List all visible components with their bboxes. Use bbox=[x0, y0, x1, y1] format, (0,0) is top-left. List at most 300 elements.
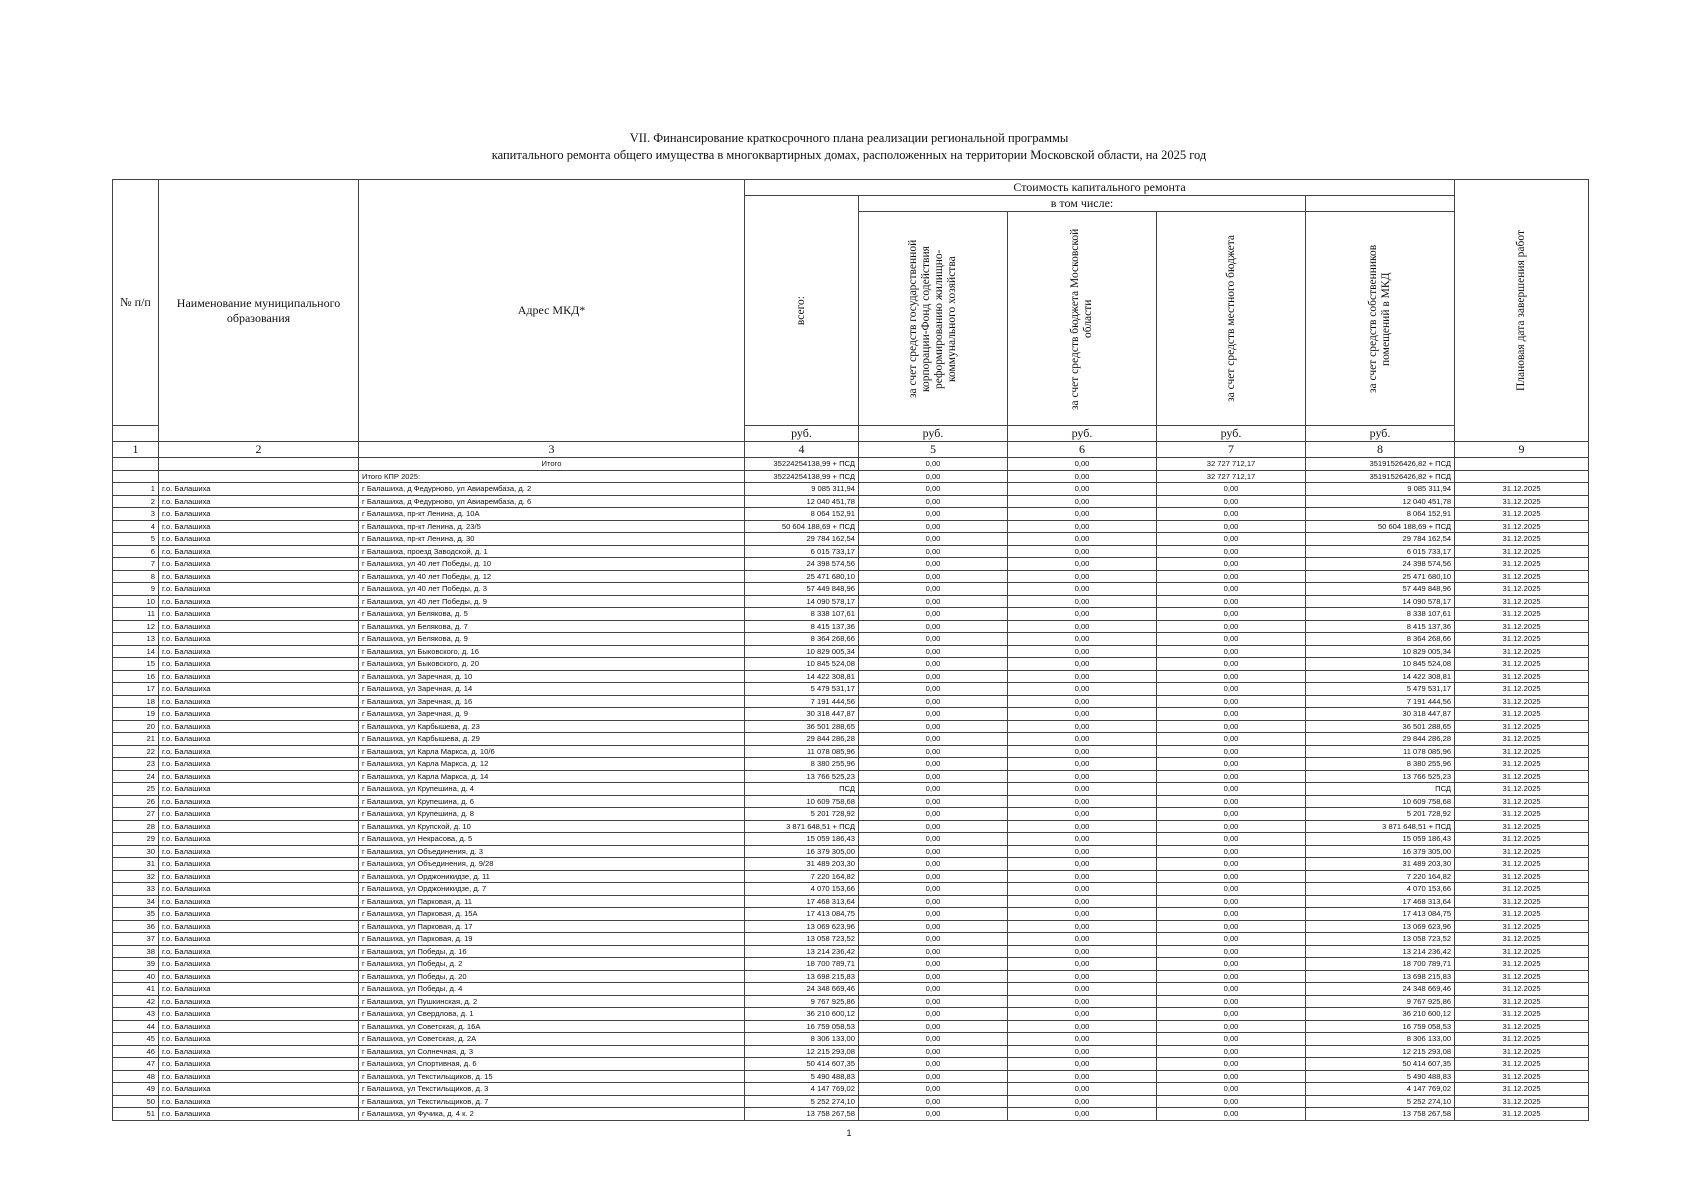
header-incl-blank bbox=[1306, 196, 1455, 212]
row-number: 18 bbox=[113, 695, 159, 708]
row-total: 7 220 164,82 bbox=[745, 870, 859, 883]
row-owners: 29 844 286,28 bbox=[1306, 733, 1455, 746]
row-fund: 0,00 bbox=[859, 483, 1008, 496]
row-local: 0,00 bbox=[1157, 845, 1306, 858]
row-address: г Балашиха, ул Советская, д. 2А bbox=[359, 1033, 745, 1046]
column-number-row bbox=[113, 442, 1589, 458]
table-row bbox=[113, 758, 1589, 771]
row-date: 31.12.2025 bbox=[1455, 608, 1589, 621]
table-row bbox=[113, 1095, 1589, 1108]
row-address: г Балашиха, д Федурново, ул Авиарембаза, д. 6 bbox=[359, 495, 745, 508]
row-number: 51 bbox=[113, 1108, 159, 1121]
table-row bbox=[113, 995, 1589, 1008]
row-date: 31.12.2025 bbox=[1455, 958, 1589, 971]
row-owners: 57 449 848,96 bbox=[1306, 583, 1455, 596]
unit-regional: руб. bbox=[1008, 426, 1157, 442]
table-row bbox=[113, 720, 1589, 733]
row-fund: 0,00 bbox=[859, 608, 1008, 621]
row-fund: 0,00 bbox=[859, 558, 1008, 571]
row-fund: 0,00 bbox=[859, 833, 1008, 846]
row-regional: 0,00 bbox=[1008, 983, 1157, 996]
row-date: 31.12.2025 bbox=[1455, 908, 1589, 921]
row-municipality: г.о. Балашиха bbox=[159, 658, 359, 671]
summary-local: 32 727 712,17 bbox=[1157, 458, 1306, 471]
row-local: 0,00 bbox=[1157, 570, 1306, 583]
row-local: 0,00 bbox=[1157, 1108, 1306, 1121]
row-local: 0,00 bbox=[1157, 820, 1306, 833]
row-number: 8 bbox=[113, 570, 159, 583]
row-total: 29 844 286,28 bbox=[745, 733, 859, 746]
row-address: г Балашиха, ул Орджоникидзе, д. 7 bbox=[359, 883, 745, 896]
row-local: 0,00 bbox=[1157, 770, 1306, 783]
row-municipality: г.о. Балашиха bbox=[159, 520, 359, 533]
table-row bbox=[113, 508, 1589, 521]
row-number: 15 bbox=[113, 658, 159, 671]
row-owners: 4 147 769,02 bbox=[1306, 1083, 1455, 1096]
summary-row bbox=[113, 470, 1589, 483]
row-total: 31 489 203,30 bbox=[745, 858, 859, 871]
row-address: г Балашиха, ул Текстильщиков, д. 15 bbox=[359, 1070, 745, 1083]
row-date: 31.12.2025 bbox=[1455, 1058, 1589, 1071]
unit-total: руб. bbox=[745, 426, 859, 442]
row-regional: 0,00 bbox=[1008, 745, 1157, 758]
summary-label: Итого bbox=[359, 458, 745, 471]
row-municipality: г.о. Балашиха bbox=[159, 570, 359, 583]
row-address: г Балашиха, ул Карла Маркса, д. 12 bbox=[359, 758, 745, 771]
row-fund: 0,00 bbox=[859, 733, 1008, 746]
row-total: 9 085 311,94 bbox=[745, 483, 859, 496]
row-total: 10 829 005,34 bbox=[745, 645, 859, 658]
row-owners: 11 078 085,96 bbox=[1306, 745, 1455, 758]
row-owners: 36 210 600,12 bbox=[1306, 1008, 1455, 1021]
row-number: 50 bbox=[113, 1095, 159, 1108]
row-total: 12 215 293,08 bbox=[745, 1045, 859, 1058]
row-address: г Балашиха, ул Победы, д. 20 bbox=[359, 970, 745, 983]
row-number: 7 bbox=[113, 558, 159, 571]
row-total: 50 414 607,35 bbox=[745, 1058, 859, 1071]
table-row bbox=[113, 820, 1589, 833]
row-local: 0,00 bbox=[1157, 1033, 1306, 1046]
row-municipality: г.о. Балашиха bbox=[159, 758, 359, 771]
header-fund: за счет средств государственной корпорации-Фонд содействия реформированию жилищно-коммунального хозяйства bbox=[907, 239, 958, 398]
row-total: 11 078 085,96 bbox=[745, 745, 859, 758]
summary-regional: 0,00 bbox=[1008, 458, 1157, 471]
row-date: 31.12.2025 bbox=[1455, 883, 1589, 896]
unit-local: руб. bbox=[1157, 426, 1306, 442]
row-owners: 13 766 525,23 bbox=[1306, 770, 1455, 783]
table-row bbox=[113, 645, 1589, 658]
row-address: г Балашиха, ул 40 лет Победы, д. 12 bbox=[359, 570, 745, 583]
row-fund: 0,00 bbox=[859, 583, 1008, 596]
row-date: 31.12.2025 bbox=[1455, 483, 1589, 496]
row-number: 2 bbox=[113, 495, 159, 508]
row-local: 0,00 bbox=[1157, 495, 1306, 508]
row-address: г Балашиха, ул Победы, д. 4 bbox=[359, 983, 745, 996]
row-address: г Балашиха, ул Заречная, д. 16 bbox=[359, 695, 745, 708]
row-date: 31.12.2025 bbox=[1455, 508, 1589, 521]
row-owners: 5 201 728,92 bbox=[1306, 808, 1455, 821]
summary-num-blank bbox=[113, 470, 159, 483]
row-total: 14 090 578,17 bbox=[745, 595, 859, 608]
row-fund: 0,00 bbox=[859, 795, 1008, 808]
row-local: 0,00 bbox=[1157, 758, 1306, 771]
row-date: 31.12.2025 bbox=[1455, 933, 1589, 946]
document-title bbox=[0, 130, 1698, 164]
row-address: г Балашиха, ул Крупешина, д. 6 bbox=[359, 795, 745, 808]
row-municipality: г.о. Балашиха bbox=[159, 958, 359, 971]
row-municipality: г.о. Балашиха bbox=[159, 633, 359, 646]
row-municipality: г.о. Балашиха bbox=[159, 708, 359, 721]
row-number: 6 bbox=[113, 545, 159, 558]
row-municipality: г.о. Балашиха bbox=[159, 933, 359, 946]
row-regional: 0,00 bbox=[1008, 570, 1157, 583]
row-fund: 0,00 bbox=[859, 845, 1008, 858]
col-number: 8 bbox=[1306, 442, 1455, 458]
row-local: 0,00 bbox=[1157, 795, 1306, 808]
header-owners-cell bbox=[1306, 212, 1455, 426]
row-municipality: г.о. Балашиха bbox=[159, 545, 359, 558]
header-regional: за счет средств бюджета Московской области bbox=[1069, 227, 1094, 410]
col-number: 2 bbox=[159, 442, 359, 458]
row-address: г Балашиха, пр-кт Ленина, д. 30 bbox=[359, 533, 745, 546]
row-regional: 0,00 bbox=[1008, 520, 1157, 533]
row-local: 0,00 bbox=[1157, 858, 1306, 871]
row-number: 36 bbox=[113, 920, 159, 933]
row-local: 0,00 bbox=[1157, 833, 1306, 846]
row-fund: 0,00 bbox=[859, 545, 1008, 558]
row-number: 10 bbox=[113, 595, 159, 608]
row-total: 6 015 733,17 bbox=[745, 545, 859, 558]
row-total: 13 058 723,52 bbox=[745, 933, 859, 946]
summary-label: Итого КПР 2025: bbox=[359, 470, 745, 483]
row-fund: 0,00 bbox=[859, 1020, 1008, 1033]
summary-fund: 0,00 bbox=[859, 458, 1008, 471]
row-municipality: г.о. Балашиха bbox=[159, 870, 359, 883]
summary-total: 35224254138,99 + ПСД bbox=[745, 470, 859, 483]
row-fund: 0,00 bbox=[859, 745, 1008, 758]
row-owners: 13 069 623,96 bbox=[1306, 920, 1455, 933]
row-address: г Балашиха, ул Победы, д. 16 bbox=[359, 945, 745, 958]
row-fund: 0,00 bbox=[859, 1058, 1008, 1071]
row-fund: 0,00 bbox=[859, 520, 1008, 533]
row-owners: 24 398 574,56 bbox=[1306, 558, 1455, 571]
row-municipality: г.о. Балашиха bbox=[159, 645, 359, 658]
table-row bbox=[113, 783, 1589, 796]
row-date: 31.12.2025 bbox=[1455, 495, 1589, 508]
row-municipality: г.о. Балашиха bbox=[159, 820, 359, 833]
header-num: № п/п bbox=[113, 180, 159, 426]
row-fund: 0,00 bbox=[859, 570, 1008, 583]
row-date: 31.12.2025 bbox=[1455, 633, 1589, 646]
row-date: 31.12.2025 bbox=[1455, 558, 1589, 571]
row-fund: 0,00 bbox=[859, 1095, 1008, 1108]
row-regional: 0,00 bbox=[1008, 895, 1157, 908]
row-local: 0,00 bbox=[1157, 1083, 1306, 1096]
row-number: 35 bbox=[113, 908, 159, 921]
row-owners: 50 414 607,35 bbox=[1306, 1058, 1455, 1071]
row-local: 0,00 bbox=[1157, 1008, 1306, 1021]
row-fund: 0,00 bbox=[859, 933, 1008, 946]
table-header bbox=[113, 180, 1589, 458]
row-municipality: г.о. Балашиха bbox=[159, 858, 359, 871]
row-regional: 0,00 bbox=[1008, 670, 1157, 683]
row-municipality: г.о. Балашиха bbox=[159, 745, 359, 758]
row-regional: 0,00 bbox=[1008, 995, 1157, 1008]
row-fund: 0,00 bbox=[859, 1070, 1008, 1083]
row-date: 31.12.2025 bbox=[1455, 1083, 1589, 1096]
row-address: г Балашиха, ул Заречная, д. 9 bbox=[359, 708, 745, 721]
row-regional: 0,00 bbox=[1008, 733, 1157, 746]
row-municipality: г.о. Балашиха bbox=[159, 620, 359, 633]
row-owners: 18 700 789,71 bbox=[1306, 958, 1455, 971]
row-municipality: г.о. Балашиха bbox=[159, 583, 359, 596]
row-municipality: г.о. Балашиха bbox=[159, 783, 359, 796]
header-date-cell bbox=[1455, 180, 1589, 442]
row-regional: 0,00 bbox=[1008, 945, 1157, 958]
row-regional: 0,00 bbox=[1008, 545, 1157, 558]
table-row bbox=[113, 908, 1589, 921]
col-number: 3 bbox=[359, 442, 745, 458]
row-regional: 0,00 bbox=[1008, 820, 1157, 833]
row-municipality: г.о. Балашиха bbox=[159, 508, 359, 521]
row-local: 0,00 bbox=[1157, 483, 1306, 496]
row-total: 50 604 188,69 + ПСД bbox=[745, 520, 859, 533]
header-total-cell bbox=[745, 196, 859, 426]
row-total: 16 379 305,00 bbox=[745, 845, 859, 858]
unit-owners: руб. bbox=[1306, 426, 1455, 442]
row-total: 24 348 669,46 bbox=[745, 983, 859, 996]
row-fund: 0,00 bbox=[859, 895, 1008, 908]
row-local: 0,00 bbox=[1157, 633, 1306, 646]
table-row bbox=[113, 670, 1589, 683]
table-row bbox=[113, 870, 1589, 883]
row-regional: 0,00 bbox=[1008, 1033, 1157, 1046]
row-number: 22 bbox=[113, 745, 159, 758]
row-number: 11 bbox=[113, 608, 159, 621]
summary-regional: 0,00 bbox=[1008, 470, 1157, 483]
row-local: 0,00 bbox=[1157, 508, 1306, 521]
row-total: 13 698 215,83 bbox=[745, 970, 859, 983]
row-local: 0,00 bbox=[1157, 1020, 1306, 1033]
row-number: 29 bbox=[113, 833, 159, 846]
row-date: 31.12.2025 bbox=[1455, 520, 1589, 533]
row-address: г Балашиха, ул Орджоникидзе, д. 11 bbox=[359, 870, 745, 883]
row-date: 31.12.2025 bbox=[1455, 1070, 1589, 1083]
row-municipality: г.о. Балашиха bbox=[159, 1045, 359, 1058]
row-fund: 0,00 bbox=[859, 995, 1008, 1008]
row-regional: 0,00 bbox=[1008, 933, 1157, 946]
row-number: 42 bbox=[113, 995, 159, 1008]
row-date: 31.12.2025 bbox=[1455, 758, 1589, 771]
row-number: 20 bbox=[113, 720, 159, 733]
row-regional: 0,00 bbox=[1008, 658, 1157, 671]
row-total: 29 784 162,54 bbox=[745, 533, 859, 546]
row-municipality: г.о. Балашиха bbox=[159, 720, 359, 733]
row-municipality: г.о. Балашиха bbox=[159, 920, 359, 933]
row-local: 0,00 bbox=[1157, 745, 1306, 758]
row-total: 15 059 186,43 bbox=[745, 833, 859, 846]
table-row bbox=[113, 970, 1589, 983]
row-date: 31.12.2025 bbox=[1455, 658, 1589, 671]
row-address: г Балашиха, ул Объединения, д. 3 bbox=[359, 845, 745, 858]
row-regional: 0,00 bbox=[1008, 1070, 1157, 1083]
row-date: 31.12.2025 bbox=[1455, 645, 1589, 658]
table-row bbox=[113, 583, 1589, 596]
row-address: г Балашиха, ул Парковая, д. 15А bbox=[359, 908, 745, 921]
row-number: 46 bbox=[113, 1045, 159, 1058]
row-regional: 0,00 bbox=[1008, 958, 1157, 971]
row-total: 10 609 758,68 bbox=[745, 795, 859, 808]
row-regional: 0,00 bbox=[1008, 558, 1157, 571]
row-number: 30 bbox=[113, 845, 159, 858]
table-row bbox=[113, 1058, 1589, 1071]
row-fund: 0,00 bbox=[859, 508, 1008, 521]
table-row bbox=[113, 633, 1589, 646]
col-number: 1 bbox=[113, 442, 159, 458]
row-total: 12 040 451,78 bbox=[745, 495, 859, 508]
row-fund: 0,00 bbox=[859, 958, 1008, 971]
row-date: 31.12.2025 bbox=[1455, 683, 1589, 696]
row-number: 47 bbox=[113, 1058, 159, 1071]
row-number: 12 bbox=[113, 620, 159, 633]
header-date: Плановая дата завершения работ bbox=[1515, 229, 1528, 392]
row-total: ПСД bbox=[745, 783, 859, 796]
row-date: 31.12.2025 bbox=[1455, 795, 1589, 808]
row-date: 31.12.2025 bbox=[1455, 820, 1589, 833]
row-fund: 0,00 bbox=[859, 695, 1008, 708]
row-owners: ПСД bbox=[1306, 783, 1455, 796]
table-row bbox=[113, 1008, 1589, 1021]
row-fund: 0,00 bbox=[859, 708, 1008, 721]
row-owners: 7 191 444,56 bbox=[1306, 695, 1455, 708]
table-row bbox=[113, 845, 1589, 858]
row-municipality: г.о. Балашиха bbox=[159, 1108, 359, 1121]
title-line-1: VII. Финансирование краткосрочного плана реализации региональной программы bbox=[629, 131, 1069, 145]
row-fund: 0,00 bbox=[859, 908, 1008, 921]
table-row bbox=[113, 895, 1589, 908]
row-regional: 0,00 bbox=[1008, 683, 1157, 696]
row-fund: 0,00 bbox=[859, 1033, 1008, 1046]
row-total: 8 338 107,61 bbox=[745, 608, 859, 621]
row-date: 31.12.2025 bbox=[1455, 533, 1589, 546]
row-regional: 0,00 bbox=[1008, 858, 1157, 871]
row-address: г Балашиха, ул Советская, д. 16А bbox=[359, 1020, 745, 1033]
row-local: 0,00 bbox=[1157, 933, 1306, 946]
row-total: 36 210 600,12 bbox=[745, 1008, 859, 1021]
row-owners: 7 220 164,82 bbox=[1306, 870, 1455, 883]
row-local: 0,00 bbox=[1157, 595, 1306, 608]
row-fund: 0,00 bbox=[859, 533, 1008, 546]
row-date: 31.12.2025 bbox=[1455, 595, 1589, 608]
row-regional: 0,00 bbox=[1008, 608, 1157, 621]
row-regional: 0,00 bbox=[1008, 920, 1157, 933]
row-municipality: г.о. Балашиха bbox=[159, 1070, 359, 1083]
row-local: 0,00 bbox=[1157, 1095, 1306, 1108]
row-total: 25 471 680,10 bbox=[745, 570, 859, 583]
row-local: 0,00 bbox=[1157, 620, 1306, 633]
row-regional: 0,00 bbox=[1008, 1058, 1157, 1071]
table-row bbox=[113, 808, 1589, 821]
row-address: г Балашиха, ул Некрасова, д. 5 bbox=[359, 833, 745, 846]
col-number: 4 bbox=[745, 442, 859, 458]
row-regional: 0,00 bbox=[1008, 620, 1157, 633]
row-regional: 0,00 bbox=[1008, 708, 1157, 721]
row-address: г Балашиха, д Федурново, ул Авиарембаза, д. 2 bbox=[359, 483, 745, 496]
row-number: 32 bbox=[113, 870, 159, 883]
row-fund: 0,00 bbox=[859, 595, 1008, 608]
summary-total: 35224254138,99 + ПСД bbox=[745, 458, 859, 471]
row-total: 24 398 574,56 bbox=[745, 558, 859, 571]
row-municipality: г.о. Балашиха bbox=[159, 495, 359, 508]
row-municipality: г.о. Балашиха bbox=[159, 983, 359, 996]
row-address: г Балашиха, ул Пушкинская, д. 2 bbox=[359, 995, 745, 1008]
row-address: г Балашиха, ул Карбышева, д. 29 bbox=[359, 733, 745, 746]
row-address: г Балашиха, ул Быковского, д. 20 bbox=[359, 658, 745, 671]
table-row bbox=[113, 520, 1589, 533]
row-local: 0,00 bbox=[1157, 1058, 1306, 1071]
row-owners: 31 489 203,30 bbox=[1306, 858, 1455, 871]
row-owners: 13 214 236,42 bbox=[1306, 945, 1455, 958]
row-local: 0,00 bbox=[1157, 683, 1306, 696]
row-address: г Балашиха, ул Свердлова, д. 1 bbox=[359, 1008, 745, 1021]
row-local: 0,00 bbox=[1157, 1070, 1306, 1083]
row-municipality: г.о. Балашиха bbox=[159, 1033, 359, 1046]
table-row bbox=[113, 695, 1589, 708]
row-date: 31.12.2025 bbox=[1455, 1095, 1589, 1108]
table-row bbox=[113, 920, 1589, 933]
row-fund: 0,00 bbox=[859, 495, 1008, 508]
row-total: 5 490 488,83 bbox=[745, 1070, 859, 1083]
table-row bbox=[113, 1108, 1589, 1121]
row-local: 0,00 bbox=[1157, 945, 1306, 958]
summary-row bbox=[113, 458, 1589, 471]
row-number: 45 bbox=[113, 1033, 159, 1046]
row-municipality: г.о. Балашиха bbox=[159, 995, 359, 1008]
table-row bbox=[113, 708, 1589, 721]
row-date: 31.12.2025 bbox=[1455, 858, 1589, 871]
row-date: 31.12.2025 bbox=[1455, 720, 1589, 733]
row-local: 0,00 bbox=[1157, 658, 1306, 671]
row-date: 31.12.2025 bbox=[1455, 833, 1589, 846]
row-date: 31.12.2025 bbox=[1455, 1045, 1589, 1058]
row-total: 5 201 728,92 bbox=[745, 808, 859, 821]
row-local: 0,00 bbox=[1157, 645, 1306, 658]
row-municipality: г.о. Балашиха bbox=[159, 733, 359, 746]
row-regional: 0,00 bbox=[1008, 758, 1157, 771]
row-fund: 0,00 bbox=[859, 820, 1008, 833]
col-number: 6 bbox=[1008, 442, 1157, 458]
row-fund: 0,00 bbox=[859, 658, 1008, 671]
row-owners: 50 604 188,69 + ПСД bbox=[1306, 520, 1455, 533]
row-regional: 0,00 bbox=[1008, 533, 1157, 546]
row-owners: 12 040 451,78 bbox=[1306, 495, 1455, 508]
row-local: 0,00 bbox=[1157, 808, 1306, 821]
row-address: г Балашиха, ул Объединения, д. 9/28 bbox=[359, 858, 745, 871]
row-date: 31.12.2025 bbox=[1455, 1008, 1589, 1021]
row-total: 4 070 153,66 bbox=[745, 883, 859, 896]
row-number: 37 bbox=[113, 933, 159, 946]
header-unit-blank bbox=[113, 426, 159, 442]
row-total: 7 191 444,56 bbox=[745, 695, 859, 708]
row-fund: 0,00 bbox=[859, 945, 1008, 958]
row-total: 13 758 267,58 bbox=[745, 1108, 859, 1121]
header-local: за счет средств местного бюджета bbox=[1224, 235, 1237, 402]
row-date: 31.12.2025 bbox=[1455, 945, 1589, 958]
row-regional: 0,00 bbox=[1008, 970, 1157, 983]
row-local: 0,00 bbox=[1157, 870, 1306, 883]
col-number: 5 bbox=[859, 442, 1008, 458]
row-local: 0,00 bbox=[1157, 1045, 1306, 1058]
